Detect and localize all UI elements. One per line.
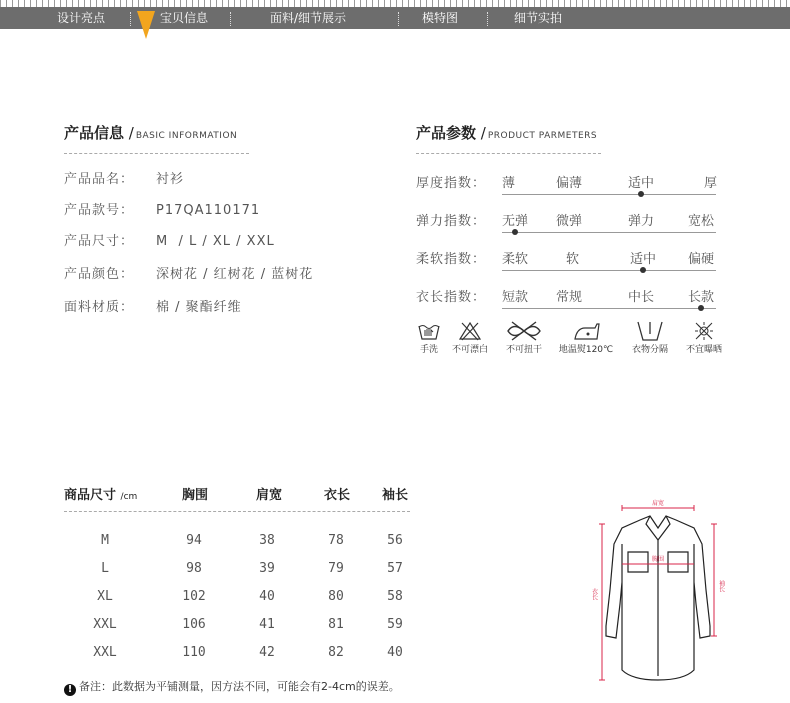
info-row-color: [64, 263, 313, 282]
care-no-sun-dry: [680, 320, 728, 355]
care-wash-separately: [626, 320, 674, 355]
care-hand-wash: [416, 320, 442, 355]
param-option: 弹力: [628, 214, 655, 229]
care-no-wring: [500, 320, 548, 355]
nav-separator: [130, 12, 131, 26]
product-params-heading: 产品参数: [416, 124, 477, 142]
info-value: 深树花 / 红树花 / 蓝树花: [156, 267, 314, 282]
info-value: 衬衫: [156, 172, 185, 187]
param-option: 短款: [502, 290, 529, 305]
length-label: 衣长: [590, 588, 598, 600]
info-label: 产品颜色：: [64, 267, 135, 282]
param-option: 厚: [704, 176, 718, 191]
param-option: 偏硬: [688, 252, 715, 267]
care-label: 衣物分隔: [631, 345, 668, 355]
wash-separately-icon: [635, 320, 665, 342]
no-bleach-icon: [458, 320, 482, 342]
note-text: 备注：此数据为平铺测量，因方法不同，可能会有2-4cm的误差。: [79, 680, 400, 693]
column-header-shoulder: 肩宽: [256, 488, 283, 503]
info-row-size: [64, 230, 275, 249]
param-option: 宽松: [688, 214, 715, 229]
product-info-heading: 产品信息: [64, 124, 125, 142]
param-option: 微弹: [556, 214, 583, 229]
nav-separator: [398, 12, 399, 26]
param-option: 适中: [628, 176, 655, 191]
care-no-bleach: [446, 320, 494, 355]
param-label: 弹力指数：: [416, 214, 487, 229]
care-label: 不可扭干: [505, 345, 542, 355]
care-label: 地温熨120℃: [558, 345, 614, 355]
size-table-title: [64, 484, 137, 503]
column-header-length: 衣长: [324, 488, 351, 503]
param-row-elasticity: [416, 210, 716, 246]
param-option: 偏薄: [556, 176, 583, 191]
param-scale-line: [502, 308, 716, 309]
table-cell: 78: [328, 533, 344, 548]
divider: [64, 153, 249, 154]
param-option: 柔软: [502, 252, 529, 267]
warning-icon: !: [64, 684, 76, 696]
no-sun-dry-icon: [692, 320, 716, 342]
info-row-name: [64, 168, 184, 187]
table-cell: 40: [387, 645, 403, 660]
param-row-length: [416, 286, 716, 322]
table-cell: 57: [387, 561, 403, 576]
table-cell: M: [101, 533, 109, 548]
table-cell: 98: [186, 561, 202, 576]
care-iron-low: [556, 320, 616, 355]
table-cell: 40: [259, 589, 275, 604]
info-row-material: [64, 296, 242, 315]
table-cell: 58: [387, 589, 403, 604]
info-label: 产品尺寸：: [64, 234, 135, 249]
info-value: 棉 / 聚酯纤维: [156, 300, 242, 315]
param-indicator-dot: [698, 305, 704, 311]
info-value: M / L / XL / XXL: [156, 234, 275, 249]
param-row-thickness: [416, 172, 716, 208]
nav-item-product-info[interactable]: 宝贝信息: [160, 11, 209, 25]
nav-item-fabric-detail[interactable]: 面料/细节展示: [270, 11, 347, 25]
table-cell: 102: [182, 589, 206, 604]
nav-item-real-shots[interactable]: 细节实拍: [514, 11, 563, 25]
measurement-note: [64, 678, 400, 696]
chest-label: 胸围: [651, 556, 665, 563]
param-scale-line: [502, 270, 716, 271]
table-cell: 42: [259, 645, 275, 660]
param-indicator-dot: [640, 267, 646, 273]
table-cell: XL: [97, 589, 113, 604]
care-label: 手洗: [419, 345, 438, 355]
param-scale-line: [502, 194, 716, 195]
param-scale-line: [502, 232, 716, 233]
table-cell: 56: [387, 533, 403, 548]
param-label: 柔软指数：: [416, 252, 487, 267]
table-cell: L: [101, 561, 109, 576]
param-label: 衣长指数：: [416, 290, 487, 305]
table-cell: 59: [387, 617, 403, 632]
column-header-chest: 胸围: [182, 488, 209, 503]
table-cell: 41: [259, 617, 275, 632]
sleeve-label: 袖长: [717, 580, 725, 592]
shoulder-label: 肩宽: [651, 500, 665, 507]
nav-item-highlights[interactable]: 设计亮点: [57, 11, 106, 25]
param-row-softness: [416, 248, 716, 284]
param-option: 长款: [688, 290, 715, 305]
table-cell: 94: [186, 533, 202, 548]
divider: [416, 153, 601, 154]
info-row-style-no: [64, 199, 260, 218]
param-indicator-dot: [638, 191, 644, 197]
table-divider: [64, 511, 410, 512]
table-cell: XXL: [93, 617, 117, 632]
param-option: 无弹: [502, 214, 529, 229]
table-cell: 110: [182, 645, 206, 660]
info-label: 产品款号：: [64, 203, 135, 218]
care-label: 不宜曝晒: [685, 345, 722, 355]
product-params-subtitle: PRODUCT PARMETERS: [487, 131, 598, 141]
param-label: 厚度指数：: [416, 176, 487, 191]
table-cell: 106: [182, 617, 206, 632]
size-table-heading: 商品尺寸: [64, 488, 117, 503]
nav-bar: [0, 7, 790, 29]
table-cell: 38: [259, 533, 275, 548]
info-label: 产品品名：: [64, 172, 135, 187]
nav-separator: [487, 12, 488, 26]
table-cell: 79: [328, 561, 344, 576]
table-cell: 80: [328, 589, 344, 604]
param-option: 常规: [556, 290, 583, 305]
table-cell: 82: [328, 645, 344, 660]
param-indicator-dot: [512, 229, 518, 235]
iron-low-icon: [571, 320, 601, 342]
table-cell: 39: [259, 561, 275, 576]
hand-wash-icon: [417, 320, 441, 342]
info-label: 面料材质：: [64, 300, 135, 315]
info-value: P17QA110171: [156, 203, 261, 218]
no-wring-icon: [504, 320, 544, 342]
shirt-measurement-diagram: [588, 494, 728, 694]
nav-separator: [230, 12, 231, 26]
param-option: 薄: [502, 176, 516, 191]
active-nav-marker: [137, 11, 155, 39]
size-table-unit: /cm: [120, 492, 138, 502]
column-header-sleeve: 袖长: [382, 488, 409, 503]
param-option: 软: [566, 252, 580, 267]
care-label: 不可漂白: [451, 345, 488, 355]
product-info-title: 产品信息 / BASIC INFORMATION: [64, 124, 238, 142]
param-option: 中长: [628, 290, 655, 305]
nav-item-model[interactable]: 模特图: [422, 11, 459, 25]
product-info-subtitle: BASIC INFORMATION: [135, 131, 238, 141]
table-cell: XXL: [93, 645, 117, 660]
table-cell: 81: [328, 617, 344, 632]
param-option: 适中: [630, 252, 657, 267]
product-params-title: 产品参数 / PRODUCT PARMETERS: [416, 124, 598, 142]
